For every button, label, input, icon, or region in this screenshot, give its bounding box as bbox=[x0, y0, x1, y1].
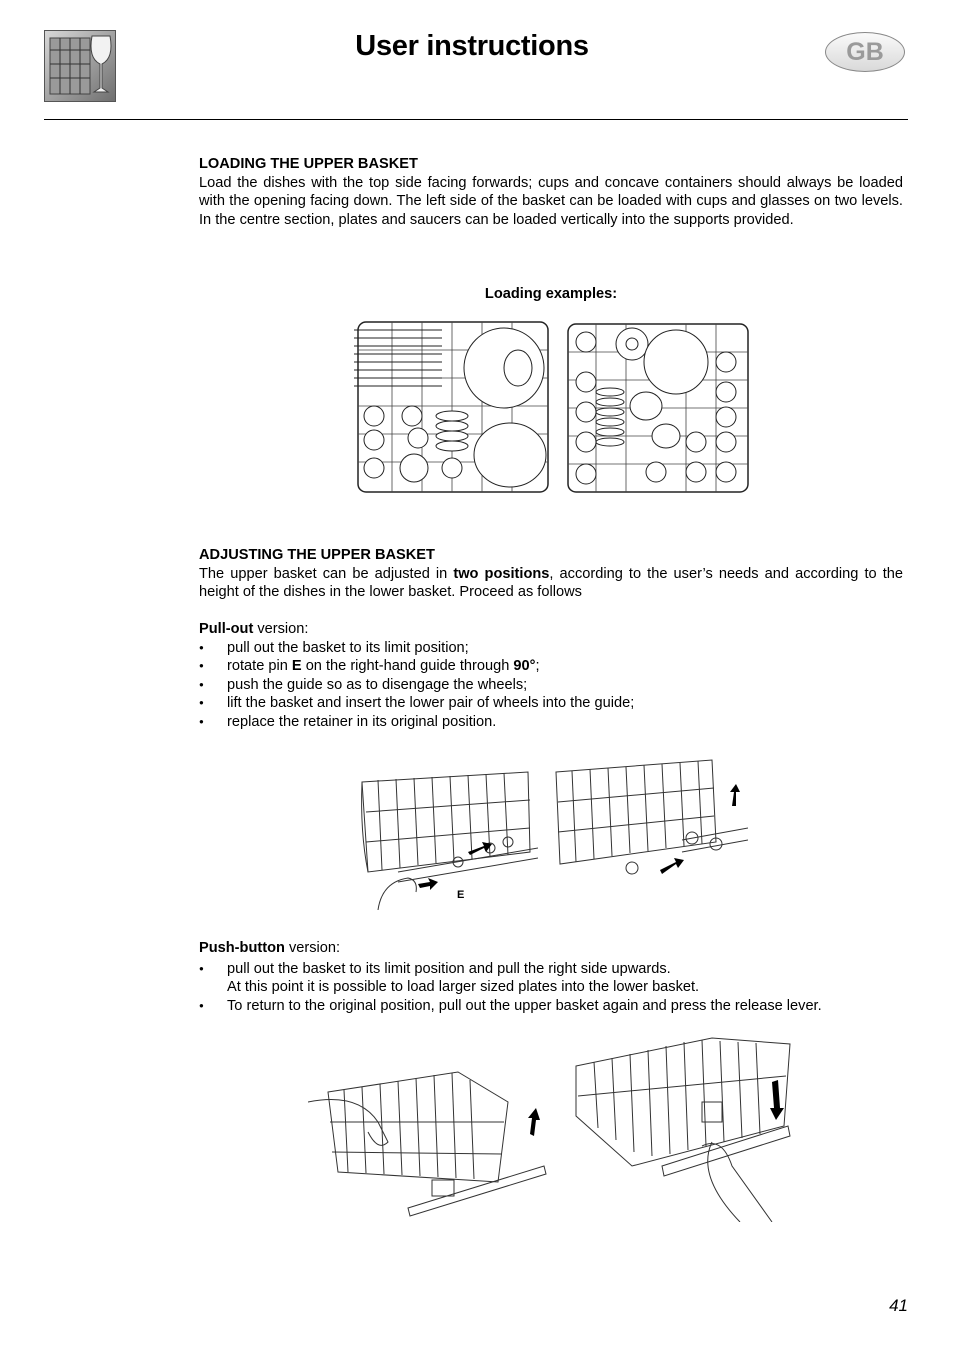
list-item: ● To return to the original position, pull out the upper basket again and press the release lever. bbox=[199, 997, 903, 1016]
section-heading: LOADING THE UPPER BASKET bbox=[199, 156, 418, 172]
section-intro bbox=[199, 565, 903, 602]
adjusting-section bbox=[199, 546, 903, 602]
step-bold: 90° bbox=[513, 658, 536, 674]
loading-example-illustration-2 bbox=[566, 322, 750, 499]
pushbutton-bold: Push-button bbox=[199, 940, 285, 956]
step-text: ● pull out the basket to its limit position and pull the right side upwards. bbox=[227, 960, 671, 977]
list-item bbox=[199, 657, 903, 676]
step-text: rotate pin bbox=[227, 658, 292, 674]
pullout-steps-list bbox=[199, 639, 903, 732]
pushbutton-version bbox=[199, 939, 903, 1015]
figure-caption: Loading examples: bbox=[484, 286, 618, 302]
list-item: ● replace the retainer in its original position. bbox=[199, 713, 903, 732]
step-text: on the right-hand guide through bbox=[301, 658, 514, 674]
intro-bold-text: two positions bbox=[453, 565, 550, 582]
language-badge: GB bbox=[825, 32, 905, 72]
pullout-rest: version: bbox=[253, 621, 309, 637]
loading-example-illustration-1 bbox=[352, 320, 552, 499]
pushbutton-illustration-1 bbox=[308, 1062, 552, 1227]
pushbutton-heading bbox=[199, 939, 903, 958]
list-item bbox=[199, 960, 903, 997]
section-body: Load the dishes with the top side facing forwards; cups and concave containers should always be loaded with the opening facing down. The left side of the basket can be loaded with cups and glasses on two levels. In the centre section, plates and saucers can be loaded vertically into the supports provided. bbox=[199, 174, 903, 228]
intro-text: The upper basket can be adjusted in bbox=[199, 565, 454, 582]
header-divider bbox=[44, 119, 908, 120]
section-heading: ADJUSTING THE UPPER BASKET bbox=[199, 547, 435, 563]
pullout-bold: Pull-out bbox=[199, 621, 254, 637]
page-title: User instructions bbox=[355, 30, 589, 62]
loading-section bbox=[199, 155, 903, 229]
pushbutton-illustration-2 bbox=[572, 1036, 796, 1227]
list-item: ● pull out the basket to its limit position; bbox=[199, 639, 903, 658]
step-text: At this point it is possible to load larger sized plates into the lower basket. bbox=[227, 979, 700, 995]
pullout-illustration-1 bbox=[358, 752, 538, 915]
list-item: ● lift the basket and insert the lower pair of wheels into the guide; bbox=[199, 694, 903, 713]
list-item: ● push the guide so as to disengage the wheels; bbox=[199, 676, 903, 695]
pushbutton-steps-list bbox=[199, 960, 903, 1016]
pin-e-label: E bbox=[457, 889, 465, 901]
pullout-illustration-2 bbox=[552, 752, 748, 893]
pullout-heading bbox=[199, 620, 903, 639]
pushbutton-rest: version: bbox=[284, 940, 341, 956]
step-bold: E bbox=[291, 658, 302, 674]
step-text: ; bbox=[535, 658, 540, 674]
intro-text-end: , according to the user’s needs and according to the height of the dishes in the lower basket. Proceed as follows bbox=[199, 565, 903, 600]
page-number: 41 bbox=[889, 1296, 908, 1315]
pullout-version bbox=[199, 620, 903, 731]
